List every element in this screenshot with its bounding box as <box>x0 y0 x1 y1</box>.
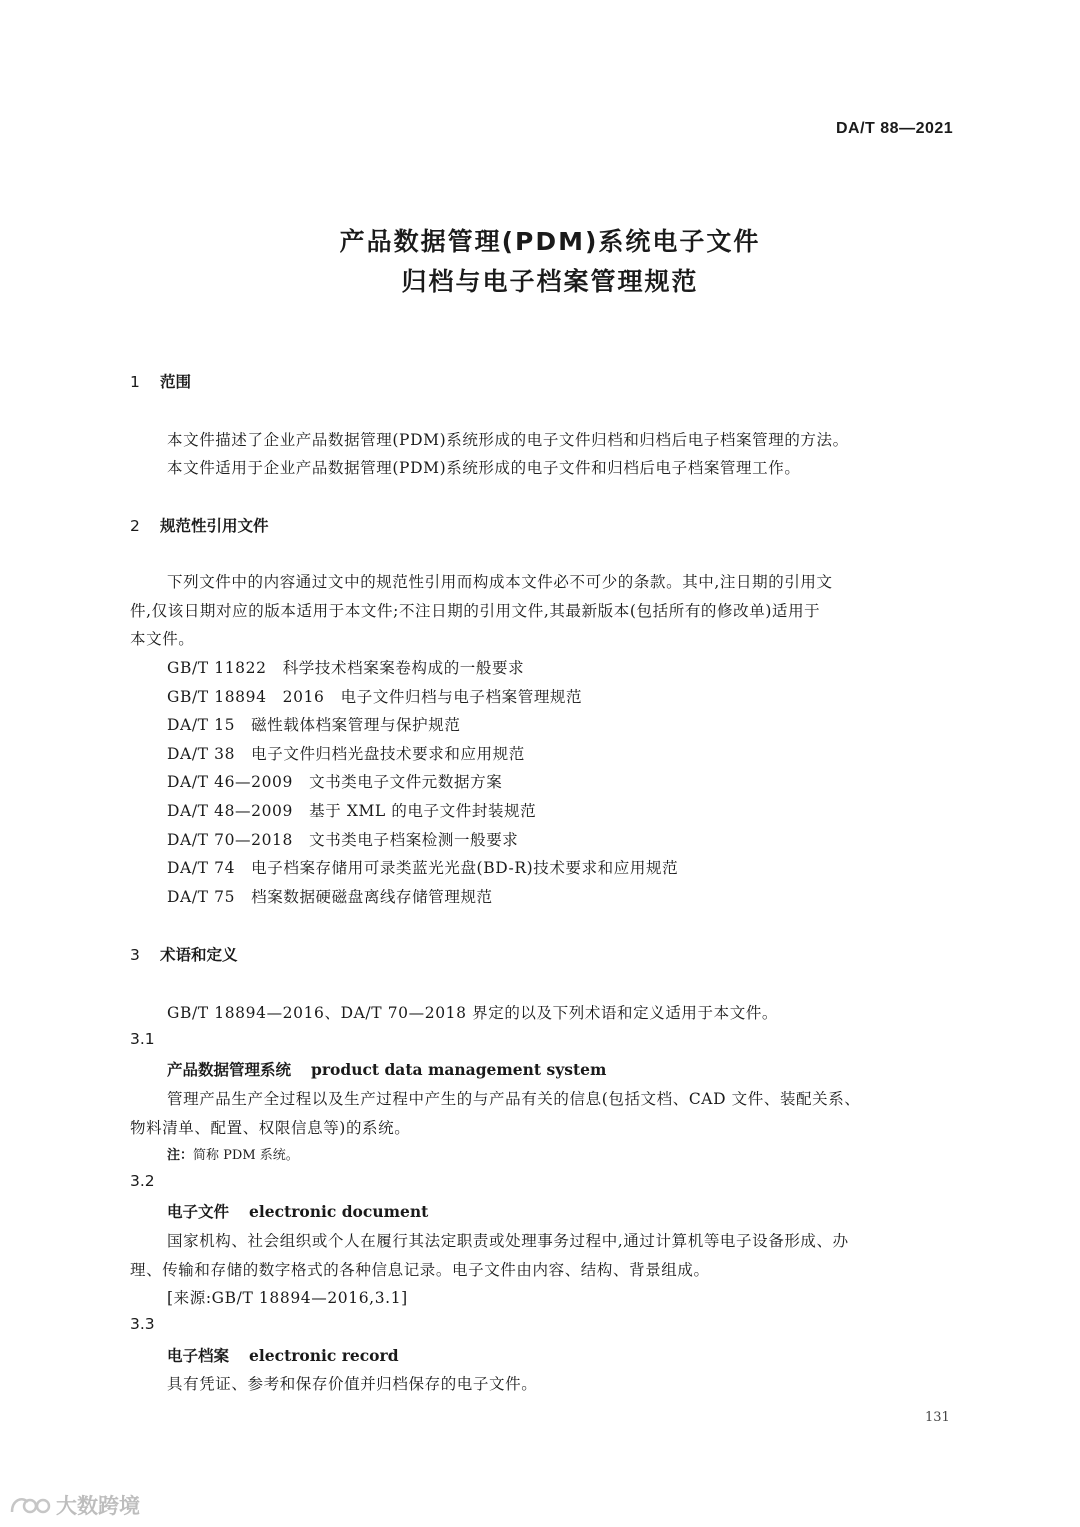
reference-title: 磁性载体档案管理与保护规范 <box>251 716 461 734</box>
reference-item <box>167 828 518 850</box>
standard-code: DA/T 88—2021 <box>836 120 954 137</box>
reference-item <box>167 799 536 821</box>
reference-code: GB/T 11822 <box>167 659 267 677</box>
reference-code: DA/T 38 <box>167 745 236 763</box>
term-number: 3.1 <box>130 1030 155 1048</box>
references-intro-line-2: 件,仅该日期对应的版本适用于本文件;不注日期的引用文件,其最新版本(包括所有的修改单)适用于 <box>130 602 821 620</box>
watermark-text: 大数跨境 <box>56 1494 140 1518</box>
reference-item <box>167 742 525 764</box>
term-en: electronic document <box>249 1202 429 1221</box>
reference-title: 电子档案存储用可录类蓝光光盘(BD-R)技术要求和应用规范 <box>251 859 679 877</box>
reference-title: 基于 XML 的电子文件封装规范 <box>309 802 537 820</box>
reference-code: DA/T 74 <box>167 859 236 877</box>
reference-code: DA/T 70—2018 <box>167 831 293 849</box>
term-entry <box>167 1344 399 1366</box>
section-1-heading <box>130 370 191 392</box>
term-zh: 电子档案 <box>167 1347 230 1365</box>
reference-title: 电子文件归档与电子档案管理规范 <box>340 688 583 706</box>
section-number: 1 <box>130 373 140 391</box>
term-en: electronic record <box>249 1346 399 1365</box>
reference-title: 档案数据硬磁盘离线存储管理规范 <box>251 888 493 906</box>
reference-item <box>167 770 502 792</box>
reference-title: 文书类电子档案检测一般要求 <box>309 831 519 849</box>
term-source: [来源:GB/T 18894—2016,3.1] <box>167 1289 408 1307</box>
term-definition-line-1: 国家机构、社会组织或个人在履行其法定职责或处理事务过程中,通过计算机等电子设备形成、办 <box>167 1232 849 1250</box>
term-definition-line-2: 物料清单、配置、权限信息等)的系统。 <box>130 1119 411 1137</box>
section-title: 规范性引用文件 <box>160 517 269 535</box>
reference-title: 电子文件归档光盘技术要求和应用规范 <box>251 745 525 763</box>
watermark <box>8 1490 140 1520</box>
references-intro-line-3: 本文件。 <box>130 630 195 648</box>
logo-icon <box>8 1492 52 1518</box>
section-3-heading <box>130 943 238 965</box>
note-text: 简称 PDM 系统。 <box>193 1148 299 1163</box>
reference-code: DA/T 75 <box>167 888 236 906</box>
term-number: 3.3 <box>130 1315 155 1333</box>
reference-item <box>167 685 582 707</box>
note-label: 注： <box>167 1148 194 1163</box>
section-number: 2 <box>130 517 140 535</box>
reference-item <box>167 713 460 735</box>
reference-code: DA/T 48—2009 <box>167 802 293 820</box>
document-title-line-2: 归档与电子档案管理规范 <box>401 267 699 296</box>
references-intro-line-1: 下列文件中的内容通过文中的规范性引用而构成本文件必不可少的条款。其中,注日期的引用文 <box>167 573 833 591</box>
term-zh: 电子文件 <box>167 1203 230 1221</box>
term-definition-line-1: 具有凭证、参考和保存价值并归档保存的电子文件。 <box>167 1375 538 1393</box>
reference-code: GB/T 18894 2016 <box>167 688 325 706</box>
term-en: product data management system <box>311 1060 607 1079</box>
reference-item <box>167 656 524 678</box>
reference-title: 科学技术档案案卷构成的一般要求 <box>282 659 525 677</box>
terms-intro: GB/T 18894—2016、DA/T 70—2018 界定的以及下列术语和定义适用于本文件。 <box>167 1004 779 1022</box>
section-number: 3 <box>130 946 140 964</box>
term-entry <box>167 1058 606 1080</box>
scope-paragraph-1: 本文件描述了企业产品数据管理(PDM)系统形成的电子文件归档和归档后电子档案管理的方法。 <box>167 431 849 449</box>
page-number: 131 <box>925 1410 950 1425</box>
term-definition-line-1: 管理产品生产全过程以及生产过程中产生的与产品有关的信息(包括文档、CAD 文件、装配关系、 <box>167 1090 861 1108</box>
scope-paragraph-2: 本文件适用于企业产品数据管理(PDM)系统形成的电子文件和归档后电子档案管理工作。 <box>167 459 801 477</box>
reference-title: 文书类电子文件元数据方案 <box>309 773 503 791</box>
document-title-line-1: 产品数据管理(PDM)系统电子文件 <box>339 227 761 256</box>
term-definition-line-2: 理、传输和存储的数字格式的各种信息记录。电子文件由内容、结构、背景组成。 <box>130 1261 710 1279</box>
reference-item <box>167 856 678 878</box>
reference-item <box>167 885 493 907</box>
term-entry <box>167 1200 428 1222</box>
reference-code: DA/T 46—2009 <box>167 773 293 791</box>
term-note <box>167 1144 299 1163</box>
section-title: 范围 <box>160 373 192 391</box>
term-zh: 产品数据管理系统 <box>167 1061 292 1079</box>
section-title: 术语和定义 <box>160 946 238 964</box>
reference-code: DA/T 15 <box>167 716 236 734</box>
term-number: 3.2 <box>130 1172 155 1190</box>
section-2-heading <box>130 514 269 536</box>
